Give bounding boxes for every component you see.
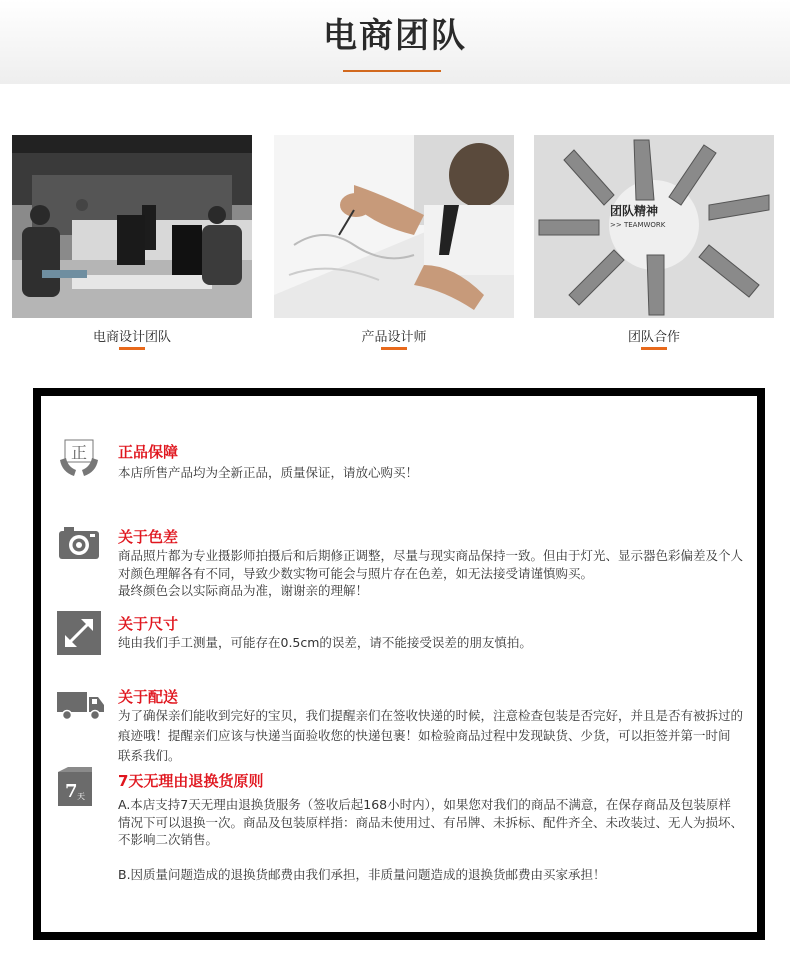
camera-icon (56, 521, 102, 567)
notice-line: 纯由我们手工测量，可能存在0.5cm的误差，请不能接受误差的朋友慎拍。 (118, 635, 532, 650)
overlay-title: 团队精神 (610, 204, 659, 218)
notice-text (118, 464, 748, 482)
seven-day-icon (56, 766, 96, 812)
notice-title: 关于色差 (118, 528, 179, 546)
page-title: 电商团队 (323, 16, 467, 56)
svg-text:正: 正 (70, 443, 88, 462)
notice-line: 对颜色理解各有不同，导致少数实物可能会与照片存在色差，如无法接受请谨慎购买。 (118, 565, 594, 581)
header-banner (0, 0, 790, 84)
caption-underline (119, 347, 145, 350)
title-underline (343, 70, 441, 72)
truck-icon (56, 682, 106, 728)
caption-product-designer: 产品设计师 (361, 330, 427, 345)
notice-title: 关于尺寸 (118, 615, 179, 633)
notice-line: B.因质量问题造成的退换货邮费由我们承担，非质量问题造成的退换货邮费由买家承担！ (118, 867, 606, 882)
notice-title: 正品保障 (118, 443, 179, 461)
notice-text (118, 547, 748, 600)
hands-zheng-icon (56, 436, 102, 482)
notice-text (118, 706, 748, 766)
caption-underline (381, 347, 407, 350)
svg-text:天: 天 (77, 792, 85, 801)
caption-teamwork: 团队合作 (627, 330, 680, 345)
notice-line: 不影响二次销售。 (118, 832, 219, 847)
notice-line: 本店所售产品均为全新正品，质量保证，请放心购买！ (118, 465, 419, 480)
team-photo-designer (274, 135, 514, 318)
svg-text:7: 7 (65, 781, 78, 802)
notice-line: 痕迹哦！提醒亲们应该与快递当面验收您的快递包裹！如检验商品过程中发现缺货、少货，可以拒签并第一时间 (118, 728, 731, 743)
overlay-subtitle: >> TEAMWORK (610, 221, 666, 229)
caption-underline (641, 347, 667, 350)
resize-arrow-icon (56, 610, 102, 656)
notice-title: 7天无理由退换货原则 (118, 772, 264, 790)
notice-text (118, 796, 748, 884)
notice-line: A.本店支持7天无理由退换货服务（签收后起168小时内），如果您对我们的商品不满意，在保存商品及包装原样 (118, 797, 731, 812)
service-notice-panel (33, 388, 765, 940)
notice-spacer (118, 849, 748, 867)
notice-line: 联系我们。 (118, 748, 181, 763)
notice-line: 最终颜色会以实际商品为准，谢谢亲的理解！ (118, 583, 369, 598)
notice-line: 为了确保亲们能收到完好的宝贝，我们提醒亲们在签收快递的时候，注意检查包装是否完好，并且是否有被拆过的 (118, 708, 744, 723)
notice-text (118, 634, 748, 652)
notice-line: 情况下可以退换一次。商品及包装原样指：商品未使用过、有吊牌、未拆标、配件齐全、未改装过、无人为损坏、 (118, 814, 744, 830)
caption-design-team: 电商设计团队 (92, 330, 171, 345)
notice-line: 商品照片都为专业摄影师拍摄后和后期修正调整，尽量与现实商品保持一致。但由于灯光、显示器色彩偏差及个人 (118, 548, 744, 563)
team-photo-teamwork (534, 135, 774, 318)
team-photo-office (12, 135, 252, 318)
notice-title: 关于配送 (118, 688, 179, 706)
